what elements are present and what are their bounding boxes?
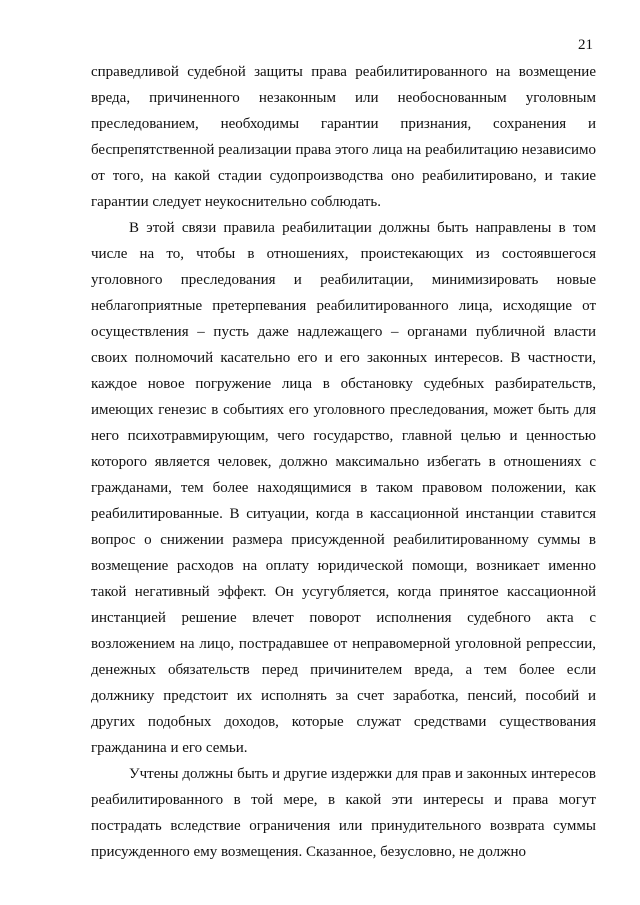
paragraph-continuation: справедливой судебной защиты права реабилитированного на возмещение вреда, причиненного незаконным или необоснованным уголовным преследованием, необходимы гарантии признания, сохранения и беспрепятственной реализации права этого лица на реабилитацию независимо от того, на какой стадии судопроизводства оно реабилитировано, и такие гарантии следует неукоснительно соблюдать. bbox=[91, 64, 596, 210]
paragraph-rehabilitation-rules: В этой связи правила реабилитации должны быть направлены в том числе на то, чтобы в отношениях, проистекающих из состоявшегося уголовного преследования и реабилитации, минимизировать новые неблагоприятные претерпевания реабилитированного лица, исходящие от осуществления – пусть даже надлежащего – органами публичной власти своих полномочий касательно его и его законных интересов. В частности, каждое новое погружение лица в обстановку судебных разбирательств, имеющих генезис в событиях его уголовного преследования, может быть для него психотравмирующим, чего государство, главной целью и ценностью которого является человек, должно максимально избегать в отношениях с гражданами, тем более находящимися в таком правовом положении, как реабилитированные. В ситуации, когда в кассационной инстанции ставится вопрос о снижении размера присужденной реабилитированному суммы в возмещение расходов на оплату юридической помощи, возникает именно такой негативный эффект. Он усугубляется, когда принятое кассационной инстанцией решение влечет поворот исполнения судебного акта с возложением на лицо, пострадавшее от неправомерной уголовной репрессии, денежных обязательств перед причинителем вреда, а тем более если должнику предстоит их исполнять за счет заработка, пенсий, пособий и других подобных доходов, которые служат средствами существования гражданина и его семьи. bbox=[91, 220, 596, 756]
document-body bbox=[91, 59, 596, 865]
paragraph-other-costs: Учтены должны быть и другие издержки для прав и законных интересов реабилитированного в той мере, в какой эти интересы и права могут пострадать вследствие ограничения или принудительного возврата суммы присужденного ему возмещения. Сказанное, безусловно, не должно bbox=[91, 766, 596, 860]
page-number: 21 bbox=[578, 37, 593, 53]
